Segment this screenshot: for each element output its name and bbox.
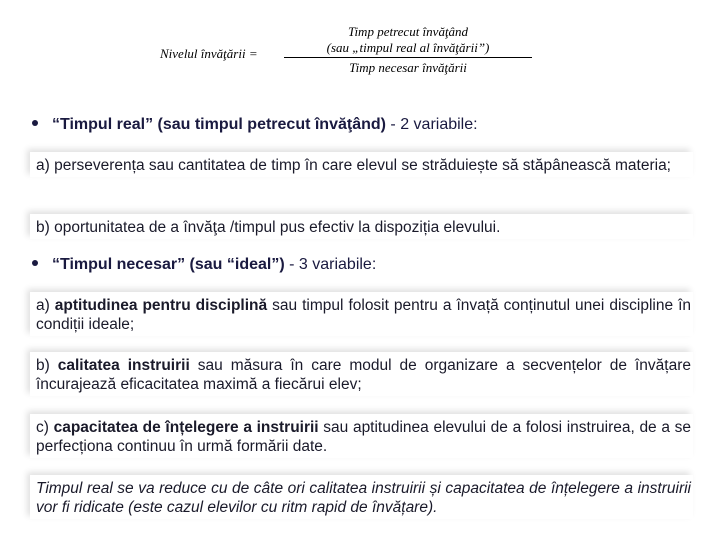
formula-fraction — [284, 24, 532, 76]
paragraph-text: a) perseverența sau cantitatea de timp în care elevul se străduiește să stăpânească materia; — [36, 157, 671, 174]
paragraph-text: sau timpul folosit pentru a învață conținutul unei discipline în condiții ideale; — [36, 297, 691, 333]
bullet-real-time — [32, 116, 478, 134]
bullet-icon — [32, 260, 38, 266]
bullet-necessary-time-rest: - 3 variabile: — [284, 256, 377, 273]
paragraph-bold: calitatea instruirii — [57, 357, 190, 374]
bullet-necessary-time — [32, 256, 376, 274]
paragraph-a-aptitude — [30, 292, 693, 336]
paragraph-a-perseverence — [30, 152, 693, 177]
paragraph-prefix: b) — [36, 357, 58, 374]
paragraph-text: b) oportunitatea de a învăţa /timpul pus efectiv la dispoziția elevului. — [36, 219, 501, 236]
paragraph-bold: capacitatea de înțelegere a instruirii — [53, 419, 319, 436]
paragraph-text: sau măsura în care modul de organizare a secvențelor de învățare încurajează eficacitatea maximă a fiecărui elev; — [36, 357, 691, 393]
paragraph-prefix: a) — [36, 297, 55, 314]
paragraph-bold: aptitudinea pentru disciplină — [54, 297, 268, 314]
paragraph-text: Timpul real se va reduce cu de câte ori calitatea instruirii și capacitatea de înțelegere a instruirii vor fi ridicate (este cazul elevilor cu ritm rapid de învățare). — [36, 480, 691, 516]
paragraph-b-opportunity — [30, 214, 693, 239]
fraction-bar — [284, 57, 532, 58]
conclusion-paragraph — [30, 475, 693, 519]
paragraph-text: sau aptitudinea elevului de a folosi instruirea, de a se perfecționa continuu în urmă formării date. — [36, 419, 691, 455]
formula-numerator-line2: (sau „timpul real al învăţării”) — [326, 40, 490, 55]
learning-level-formula — [160, 24, 540, 84]
paragraph-c-understanding — [30, 414, 693, 458]
formula-numerator-line1: Timp petrecut învăţând — [347, 24, 469, 39]
bullet-real-time-title: “Timpul real” (sau timpul petrecut învăţând) — [52, 116, 386, 133]
paragraph-prefix: c) — [36, 419, 54, 436]
bullet-necessary-time-title: “Timpul necesar” (sau “ideal”) — [52, 256, 285, 273]
paragraph-b-instruction-quality — [30, 352, 693, 396]
bullet-icon — [32, 120, 38, 126]
bullet-real-time-rest: - 2 variabile: — [385, 116, 478, 133]
formula-lhs: Nivelul învăţării = — [160, 46, 258, 61]
formula-denominator: Timp necesar învăţării — [349, 60, 467, 75]
